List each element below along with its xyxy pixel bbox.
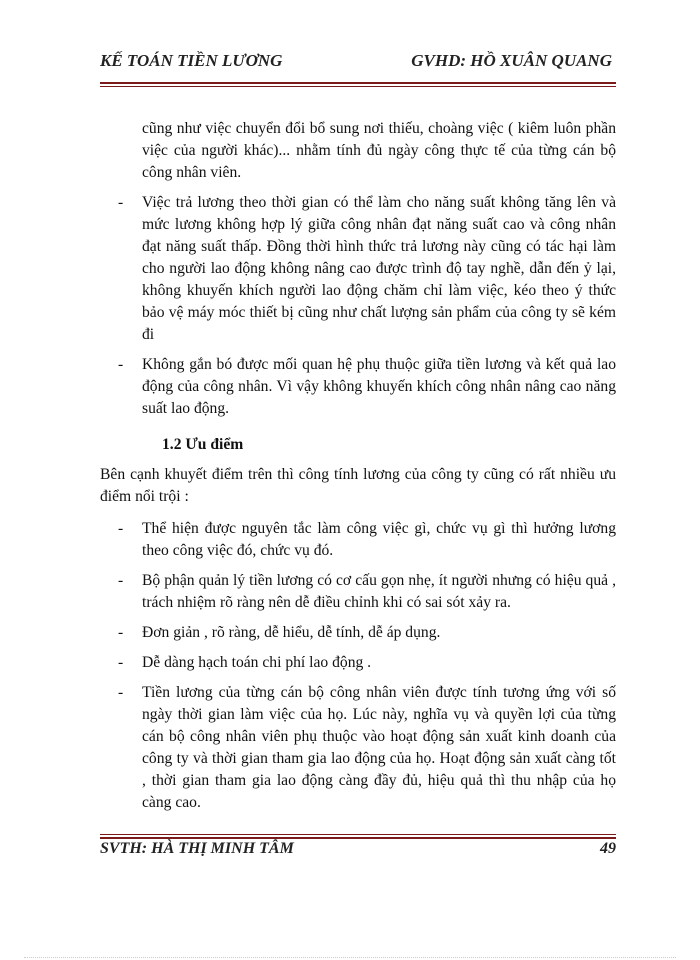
page-footer xyxy=(100,840,616,858)
list-item xyxy=(100,652,616,674)
continuation-paragraph: cũng như việc chuyển đổi bổ sung nơi thiếu, choàng việc ( kiêm luôn phần việc của người khác)... nhằm tính đủ ngày công thực tế của từng cán bộ công nhân viên. xyxy=(142,120,616,181)
bullet-dash: - xyxy=(118,684,124,701)
header-rule-thin xyxy=(100,86,616,87)
list-item-text: Không gắn bó được mối quan hệ phụ thuộc giữa tiền lương và kết quả lao động của công nhân. Vì vậy không khuyến khích công nhân nâng cao năng suất lao động. xyxy=(142,356,616,417)
list-item xyxy=(100,192,616,346)
list-item-text: Tiền lương của từng cán bộ công nhân viên được tính tương ứng với số ngày thời gian làm việc của họ. Lúc này, nghĩa vụ và quyền lợi của từng cán bộ công nhân viên phụ thuộc vào hoạt động sản xuất kinh doanh của công ty và thời gian tham gia lao động của họ. Hoạt động sản xuất càng tốt , thời gian tham gia lao động càng đầy đủ, hiệu quả thì thu nhập của họ càng cao. xyxy=(142,684,616,811)
page-body xyxy=(100,118,616,822)
list-item-text: Việc trả lương theo thời gian có thể làm cho năng suất không tăng lên và mức lương không hợp lý giữa công nhân đạt năng suất cao và công nhân đạt năng suất thấp. Đồng thời hình thức trả lương này cũng có tác hại làm cho người lao động không nâng cao được trình độ tay nghề, dẫn đến ỷ lại, không khuyến khích người lao động chăm chỉ làm việc, kéo theo ý thức bảo vệ máy móc thiết bị cũng như chất lượng sản phẩm của công ty sẽ kém đi xyxy=(142,194,616,343)
list-item xyxy=(100,682,616,814)
page-header xyxy=(100,44,612,78)
header-rule xyxy=(100,82,616,84)
bullet-dash: - xyxy=(118,572,124,589)
list-item-text: Đơn giản , rõ ràng, dễ hiểu, dễ tính, dễ áp dụng. xyxy=(142,624,441,641)
bullet-dash: - xyxy=(118,520,124,537)
footer-author: SVTH: HÀ THỊ MINH TÂM xyxy=(100,840,294,857)
header-advisor: GVHD: HỒ XUÂN QUANG xyxy=(411,51,612,70)
list-item-text: Dễ dàng hạch toán chi phí lao động . xyxy=(142,654,372,671)
bullet-dash: - xyxy=(118,194,124,211)
footer-rule-thin xyxy=(100,834,616,835)
list-item-text: Thể hiện được nguyên tắc làm công việc gì, chức vụ gì thì hưởng lương theo công việc đó, chức vụ đó. xyxy=(142,520,616,559)
page-number: 49 xyxy=(600,840,616,857)
list-item xyxy=(100,622,616,644)
bullet-dash: - xyxy=(118,356,124,373)
list-item xyxy=(100,570,616,614)
list-item xyxy=(100,354,616,420)
bullet-dash: - xyxy=(118,654,124,671)
intro-paragraph: Bên cạnh khuyết điểm trên thì công tính lương của công ty cũng có rất nhiều ưu điểm nổi trội : xyxy=(100,466,616,505)
list-item-text: Bộ phận quản lý tiền lương có cơ cấu gọn nhẹ, ít người nhưng có hiệu quả , trách nhiệm rõ ràng nên dễ điều chỉnh khi có sai sót xảy ra. xyxy=(142,572,616,611)
section-heading: 1.2 Ưu điểm xyxy=(162,436,244,453)
header-title: KẾ TOÁN TIỀN LƯƠNG xyxy=(100,51,283,70)
footer-rule xyxy=(100,837,616,839)
bullet-dash: - xyxy=(118,624,124,641)
list-item xyxy=(100,518,616,562)
page-bottom-divider xyxy=(24,957,676,958)
